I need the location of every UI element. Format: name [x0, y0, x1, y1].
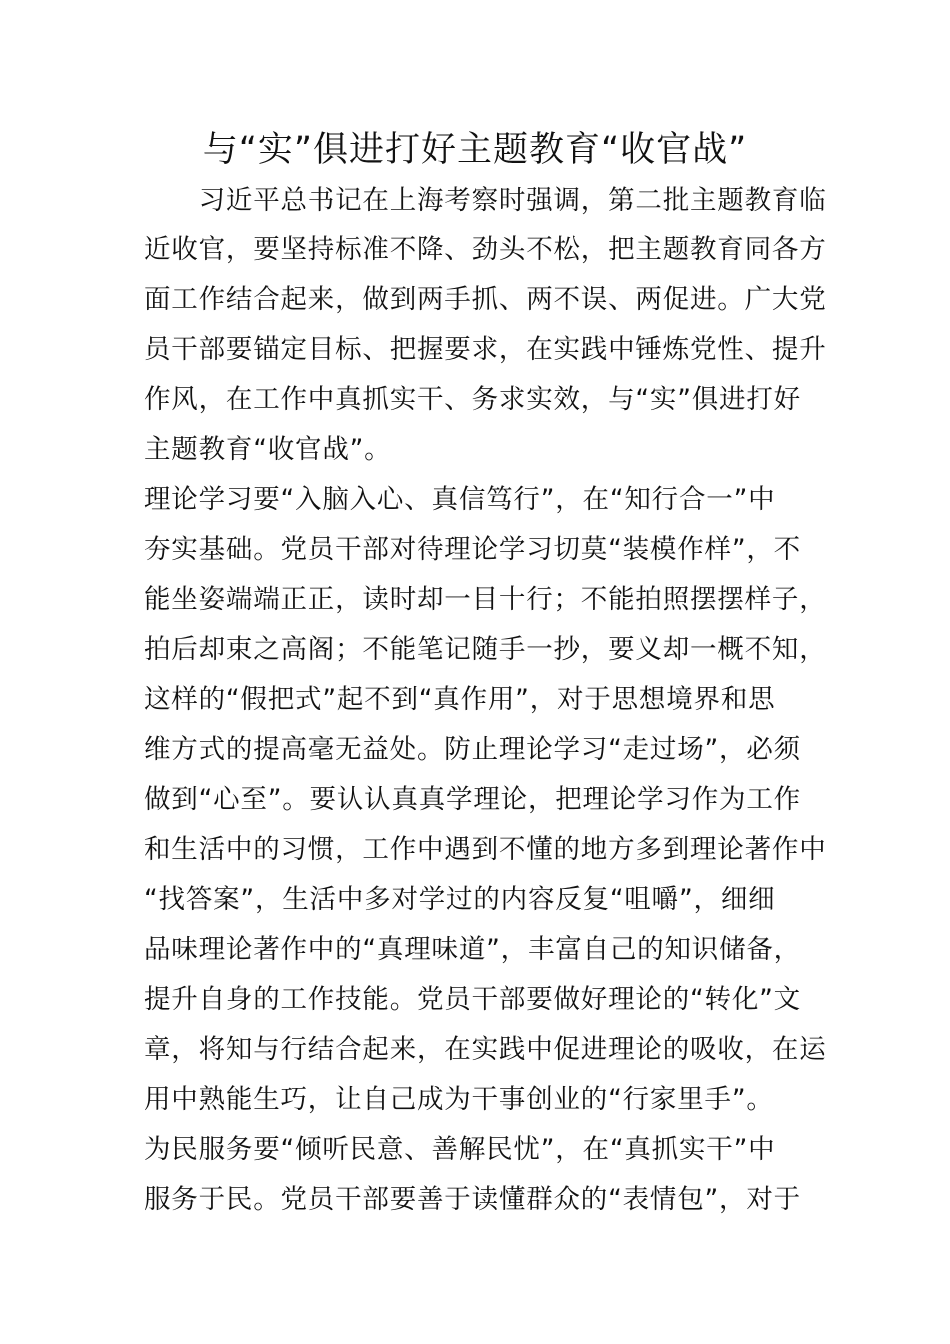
text-line: 理论学习要“入脑入心、真信笃行”，在“知行合一”中 [144, 484, 776, 515]
text-line: 用中熟能生巧，让自己成为干事创业的“行家里手”。 [144, 1084, 774, 1115]
document-title: 与“实”俱进打好主题教育“收官战” [202, 130, 748, 170]
text-line: 作风，在工作中真抓实干、务求实效，与“实”俱进打好 [144, 384, 801, 415]
text-line: 能坐姿端端正正，读时却一目十行；不能拍照摆摆样子， [144, 584, 827, 615]
text-line: 主题教育“收官战”。 [144, 434, 392, 465]
text-line: 拍后却束之高阁；不能笔记随手一抄，要义却一概不知， [144, 634, 827, 665]
text-line: 服务于民。党员干部要善于读懂群众的“表情包”，对于 [144, 1184, 801, 1215]
text-line: 提升自身的工作技能。党员干部要做好理论的“转化”文 [144, 984, 801, 1015]
text-line: 这样的“假把式”起不到“真作用”，对于思想境界和思 [144, 684, 776, 715]
text-line: 和生活中的习惯，工作中遇到不懂的地方多到理论著作中 [144, 834, 827, 865]
text-line: 夯实基础。党员干部对待理论学习切莫“装模作样”，不 [144, 534, 801, 565]
text-line: 做到“心至”。要认认真真学理论，把理论学习作为工作 [144, 784, 801, 815]
text-line: “找答案”，生活中多对学过的内容反复“咀嚼”，细细 [144, 884, 776, 915]
text-line: 员干部要锚定目标、把握要求，在实践中锤炼党性、提升 [144, 334, 827, 365]
text-line: 习近平总书记在上海考察时强调，第二批主题教育临 [144, 185, 827, 216]
text-line: 面工作结合起来，做到两手抓、两不误、两促进。广大党 [144, 284, 827, 315]
text-line: 章，将知与行结合起来，在实践中促进理论的吸收，在运 [144, 1034, 827, 1065]
text-line: 品味理论著作中的“真理味道”，丰富自己的知识储备， [144, 934, 801, 965]
text-line: 近收官，要坚持标准不降、劲头不松，把主题教育同各方 [144, 234, 827, 265]
text-line: 维方式的提高毫无益处。防止理论学习“走过场”，必须 [144, 734, 801, 765]
text-line: 为民服务要“倾听民意、善解民忧”，在“真抓实干”中 [144, 1134, 776, 1165]
